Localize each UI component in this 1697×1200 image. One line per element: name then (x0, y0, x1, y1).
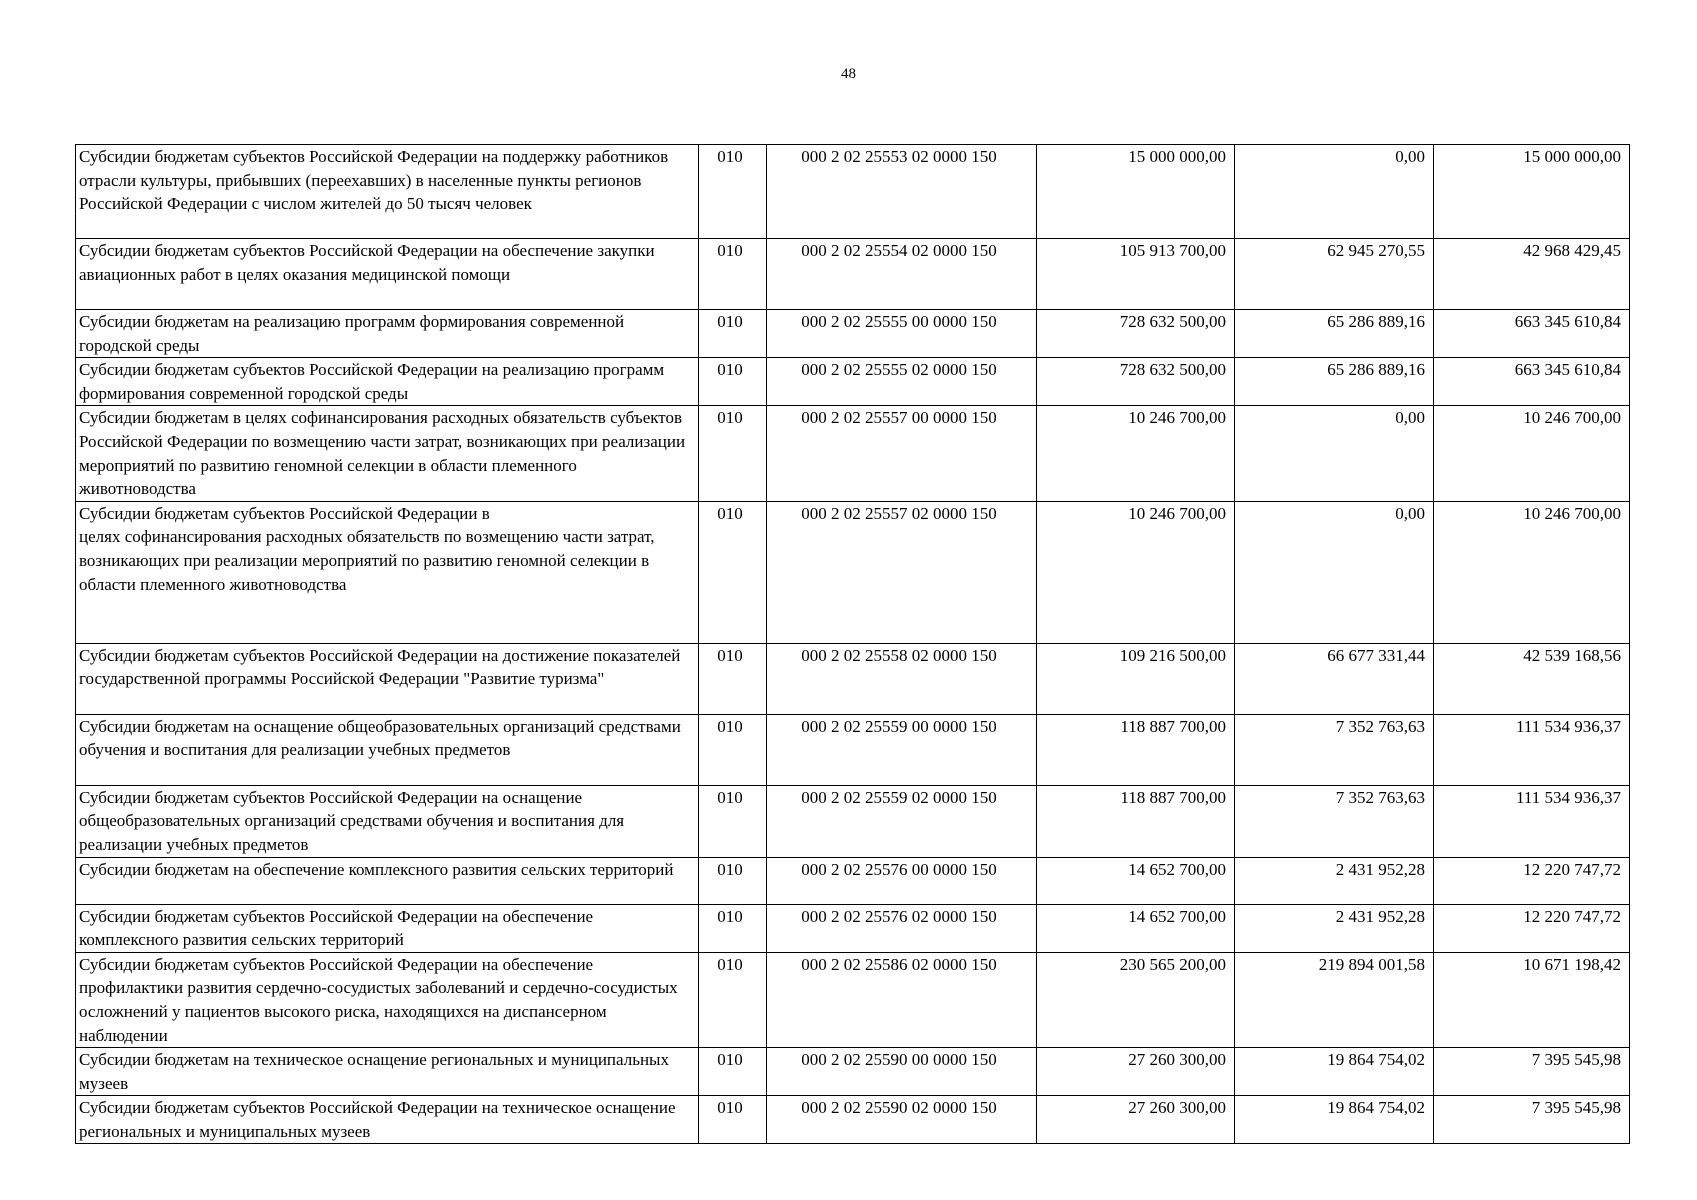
income-name-text: Субсидии бюджетам субъектов Российской Федерации на реализацию программ формирования современной городской среды (79, 360, 665, 403)
budget-execution-table (75, 144, 1630, 1144)
cell-remaining-amount: 7 395 545,98 (1434, 1048, 1630, 1096)
income-name-text: Субсидии бюджетам на обеспечение комплексного развития сельских территорий (79, 859, 674, 879)
cell-executed-amount: 19 864 754,02 (1235, 1048, 1434, 1096)
cell-income-name (76, 714, 699, 785)
cell-income-name (76, 501, 699, 643)
cell-budget-classification-code: 000 2 02 25590 02 0000 150 (767, 1096, 1037, 1144)
cell-remaining-amount: 111 534 936,37 (1434, 714, 1630, 785)
income-name-text: Субсидии бюджетам субъектов Российской Федерации в (79, 503, 490, 523)
cell-remaining-amount: 663 345 610,84 (1434, 310, 1630, 358)
cell-approved-amount: 105 913 700,00 (1037, 239, 1235, 310)
cell-income-name (76, 785, 699, 857)
cell-budget-classification-code: 000 2 02 25590 00 0000 150 (767, 1048, 1037, 1096)
cell-approved-amount: 10 246 700,00 (1037, 406, 1235, 501)
cell-admin-code: 010 (699, 406, 767, 501)
table-row (76, 714, 1630, 785)
cell-budget-classification-code: 000 2 02 25557 00 0000 150 (767, 406, 1037, 501)
cell-income-name (76, 239, 699, 310)
cell-approved-amount: 14 652 700,00 (1037, 904, 1235, 952)
cell-executed-amount: 0,00 (1235, 145, 1434, 239)
table-row (76, 1048, 1630, 1096)
cell-executed-amount: 7 352 763,63 (1235, 785, 1434, 857)
cell-remaining-amount: 10 246 700,00 (1434, 501, 1630, 643)
cell-admin-code: 010 (699, 904, 767, 952)
table-row (76, 952, 1630, 1047)
cell-remaining-amount: 42 968 429,45 (1434, 239, 1630, 310)
cell-remaining-amount: 663 345 610,84 (1434, 358, 1630, 406)
cell-admin-code: 010 (699, 714, 767, 785)
table-row (76, 501, 1630, 643)
cell-approved-amount: 27 260 300,00 (1037, 1096, 1235, 1144)
cell-budget-classification-code: 000 2 02 25586 02 0000 150 (767, 952, 1037, 1047)
income-name-text: Субсидии бюджетам субъектов Российской Федерации на поддержку работников отрасли культуры, прибывших (переехавших) в населенные пункты регионов Российской Федерации с числом жителей до 50 тысяч человек (79, 147, 669, 214)
cell-executed-amount: 19 864 754,02 (1235, 1096, 1434, 1144)
cell-executed-amount: 0,00 (1235, 406, 1434, 501)
cell-income-name (76, 952, 699, 1047)
cell-executed-amount: 2 431 952,28 (1235, 857, 1434, 904)
table-row (76, 358, 1630, 406)
cell-executed-amount: 2 431 952,28 (1235, 904, 1434, 952)
table-row (76, 785, 1630, 857)
cell-approved-amount: 14 652 700,00 (1037, 857, 1235, 904)
cell-budget-classification-code: 000 2 02 25558 02 0000 150 (767, 643, 1037, 714)
table-row (76, 643, 1630, 714)
table-row (76, 145, 1630, 239)
cell-admin-code: 010 (699, 643, 767, 714)
income-name-text: Субсидии бюджетам субъектов Российской Федерации на обеспечение комплексного развития сельских территорий (79, 906, 594, 950)
cell-remaining-amount: 10 671 198,42 (1434, 952, 1630, 1047)
cell-income-name (76, 406, 699, 501)
cell-executed-amount: 62 945 270,55 (1235, 239, 1434, 310)
cell-executed-amount: 65 286 889,16 (1235, 310, 1434, 358)
cell-executed-amount: 65 286 889,16 (1235, 358, 1434, 406)
table-row (76, 239, 1630, 310)
cell-admin-code: 010 (699, 1096, 767, 1144)
cell-executed-amount: 219 894 001,58 (1235, 952, 1434, 1047)
cell-income-name (76, 1048, 699, 1096)
cell-admin-code: 010 (699, 310, 767, 358)
cell-admin-code: 010 (699, 239, 767, 310)
income-name-text: Субсидии бюджетам на реализацию программ формирования современной городской среды (79, 312, 625, 355)
cell-budget-classification-code: 000 2 02 25555 00 0000 150 (767, 310, 1037, 358)
cell-budget-classification-code: 000 2 02 25553 02 0000 150 (767, 145, 1037, 239)
cell-income-name (76, 145, 699, 239)
cell-remaining-amount: 15 000 000,00 (1434, 145, 1630, 239)
cell-remaining-amount: 12 220 747,72 (1434, 857, 1630, 904)
cell-admin-code: 010 (699, 501, 767, 643)
cell-approved-amount: 728 632 500,00 (1037, 310, 1235, 358)
income-name-text: Субсидии бюджетам субъектов Российской Федерации на обеспечение профилактики развития сердечно-сосудистых заболеваний и сердечно-сосудистых осложнений у пациентов высокого риска, находящихся на диспансерном наблюдении (79, 954, 678, 1045)
cell-approved-amount: 15 000 000,00 (1037, 145, 1235, 239)
income-name-text: Субсидии бюджетам в целях софинансирования расходных обязательств субъектов Российской Федерации по возмещению части затрат, возникающих при реализации мероприятий по развитию геномной селекции в области племенного животноводства (79, 408, 686, 499)
cell-admin-code: 010 (699, 358, 767, 406)
income-name-text: Субсидии бюджетам субъектов Российской Федерации на оснащение общеобразовательных организаций средствами обучения и воспитания для реализации учебных предметов (79, 787, 625, 854)
cell-approved-amount: 10 246 700,00 (1037, 501, 1235, 643)
cell-admin-code: 010 (699, 952, 767, 1047)
cell-admin-code: 010 (699, 785, 767, 857)
cell-admin-code: 010 (699, 857, 767, 904)
income-name-text: Субсидии бюджетам на оснащение общеобразовательных организаций средствами обучения и воспитания для реализации учебных предметов (79, 716, 681, 760)
cell-approved-amount: 118 887 700,00 (1037, 785, 1235, 857)
cell-income-name (76, 1096, 699, 1144)
cell-budget-classification-code: 000 2 02 25576 02 0000 150 (767, 904, 1037, 952)
cell-admin-code: 010 (699, 145, 767, 239)
cell-approved-amount: 728 632 500,00 (1037, 358, 1235, 406)
cell-remaining-amount: 10 246 700,00 (1434, 406, 1630, 501)
cell-budget-classification-code: 000 2 02 25554 02 0000 150 (767, 239, 1037, 310)
cell-income-name (76, 857, 699, 904)
cell-remaining-amount: 111 534 936,37 (1434, 785, 1630, 857)
cell-executed-amount: 7 352 763,63 (1235, 714, 1434, 785)
cell-approved-amount: 230 565 200,00 (1037, 952, 1235, 1047)
cell-admin-code: 010 (699, 1048, 767, 1096)
cell-income-name (76, 904, 699, 952)
cell-budget-classification-code: 000 2 02 25555 02 0000 150 (767, 358, 1037, 406)
cell-budget-classification-code: 000 2 02 25557 02 0000 150 (767, 501, 1037, 643)
table-row (76, 310, 1630, 358)
cell-approved-amount: 118 887 700,00 (1037, 714, 1235, 785)
income-name-text: области племенного животноводства (79, 574, 347, 594)
income-name-text: Субсидии бюджетам субъектов Российской Федерации на обеспечение закупки авиационных работ в целях оказания медицинской помощи (79, 241, 655, 284)
cell-income-name (76, 643, 699, 714)
page-number: 48 (841, 66, 856, 82)
cell-income-name (76, 358, 699, 406)
cell-approved-amount: 109 216 500,00 (1037, 643, 1235, 714)
cell-remaining-amount: 7 395 545,98 (1434, 1096, 1630, 1144)
cell-budget-classification-code: 000 2 02 25559 02 0000 150 (767, 785, 1037, 857)
table-row (76, 1096, 1630, 1144)
cell-remaining-amount: 12 220 747,72 (1434, 904, 1630, 952)
income-name-text: Субсидии бюджетам субъектов Российской Федерации на техническое оснащение региональных и муниципальных музеев (79, 1098, 676, 1141)
table-body (76, 145, 1630, 1144)
income-name-text: Субсидии бюджетам на техническое оснащение региональных и муниципальных музеев (79, 1050, 669, 1093)
cell-budget-classification-code: 000 2 02 25559 00 0000 150 (767, 714, 1037, 785)
table-row (76, 406, 1630, 501)
table-row (76, 904, 1630, 952)
cell-approved-amount: 27 260 300,00 (1037, 1048, 1235, 1096)
cell-remaining-amount: 42 539 168,56 (1434, 643, 1630, 714)
cell-executed-amount: 0,00 (1235, 501, 1434, 643)
income-name-text: возникающих при реализации мероприятий по развитию геномной селекции в (79, 550, 650, 570)
cell-budget-classification-code: 000 2 02 25576 00 0000 150 (767, 857, 1037, 904)
income-name-text: целях софинансирования расходных обязательств по возмещению части затрат, (79, 527, 655, 547)
cell-executed-amount: 66 677 331,44 (1235, 643, 1434, 714)
table-row (76, 857, 1630, 904)
income-name-text: Субсидии бюджетам субъектов Российской Федерации на достижение показателей государственной программы Российской Федерации "Развитие туризма" (79, 645, 681, 689)
cell-income-name (76, 310, 699, 358)
